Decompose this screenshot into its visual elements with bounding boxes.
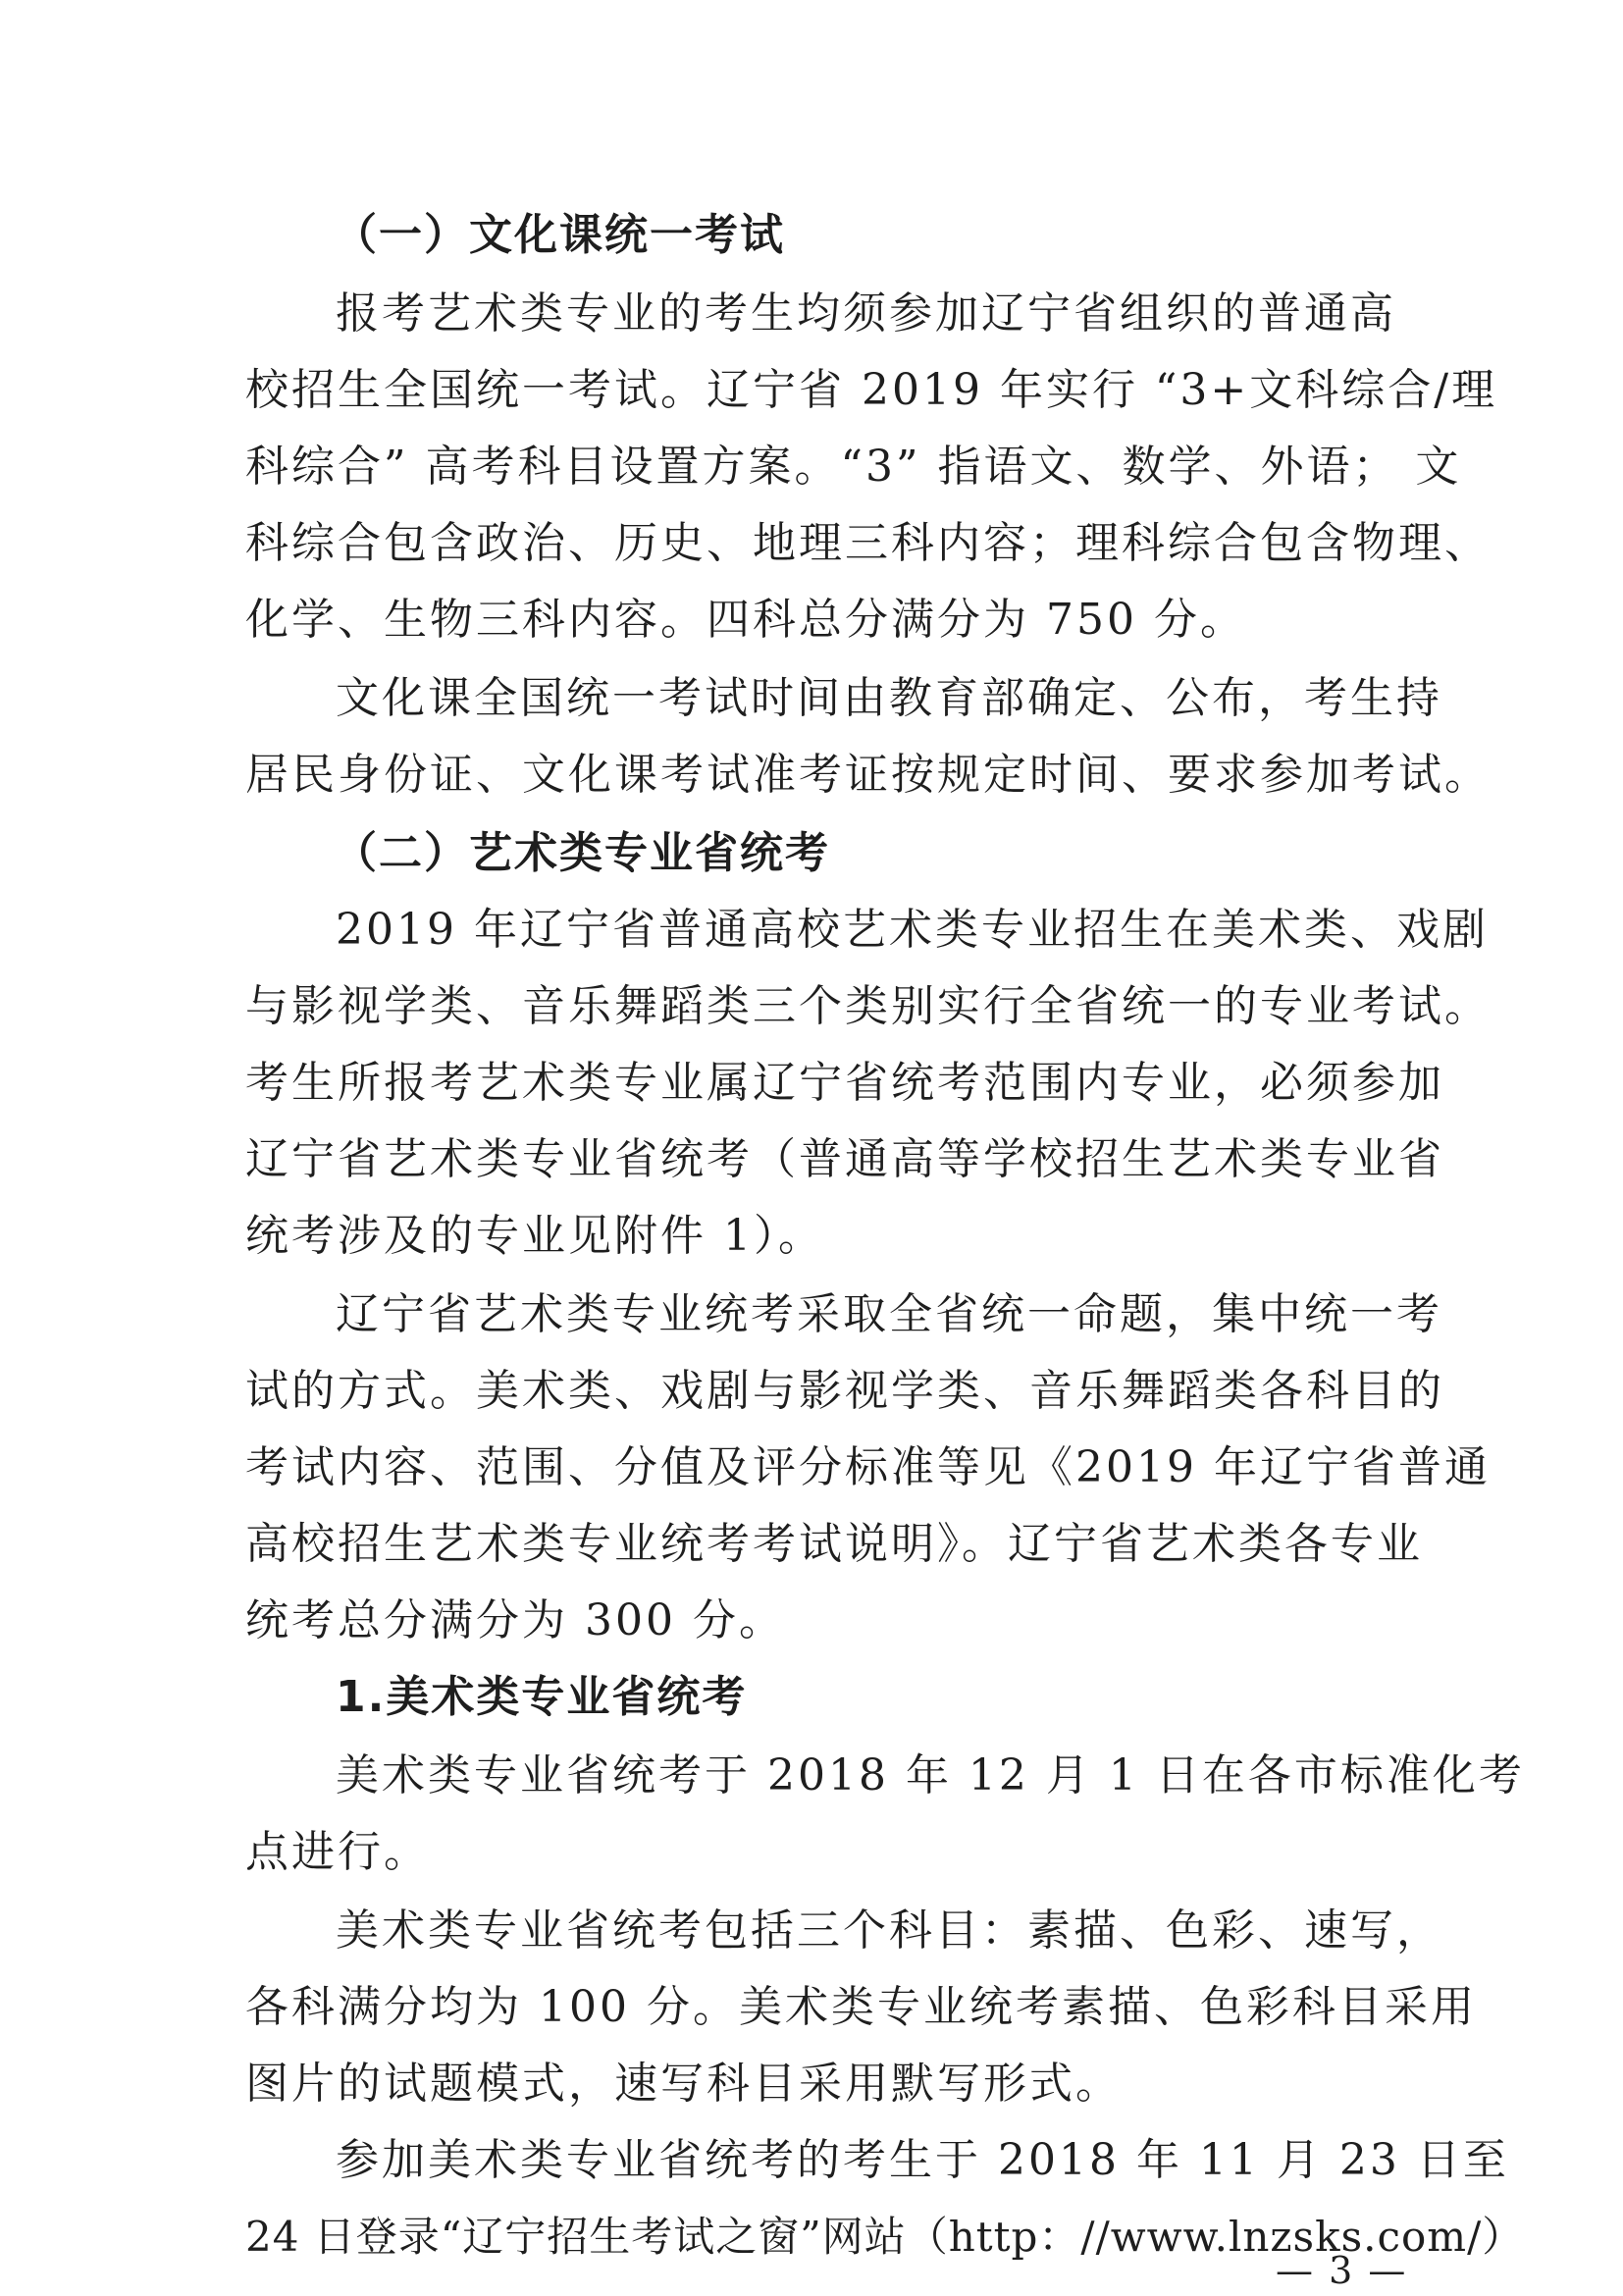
- section2-para2-line4: 高校招生艺术类专业统考考试说明》。辽宁省艺术类各专业: [245, 1519, 1423, 1569]
- section2-para1-line5: 统考涉及的专业见附件 1）。: [245, 1211, 824, 1261]
- subsection1-para2-line2: 各科满分均为 100 分。美术类专业统考素描、色彩科目采用: [245, 1982, 1477, 2032]
- section1-para1-line5: 化学、生物三科内容。四科总分满分为 750 分。: [245, 595, 1246, 645]
- section2-para1-line1: 2019 年辽宁省普通高校艺术类专业招生在美术类、戏剧: [336, 905, 1489, 955]
- subsection1-para1-line1: 美术类专业省统考于 2018 年 12 月 1 日在各市标准化考: [336, 1750, 1525, 1800]
- section1-para1-line4: 科综合包含政治、历史、地理三科内容；理科综合包含物理、: [245, 518, 1491, 568]
- section2-para1-line4: 辽宁省艺术类专业省统考（普通高等学校招生艺术类专业省: [245, 1134, 1444, 1184]
- subsection1-para3-line1: 参加美术类专业省统考的考生于 2018 年 11 月 23 日至: [336, 2135, 1509, 2185]
- section2-heading: （二）艺术类专业省统考: [334, 828, 830, 878]
- subsection1-para2-line1: 美术类专业省统考包括三个科目：素描、色彩、速写，: [336, 1905, 1442, 1956]
- section2-para2-line3: 考试内容、范围、分值及评分标准等见《2019 年辽宁省普通: [245, 1442, 1491, 1492]
- subsection1-para3-line2: 24 日登录“辽宁招生考试之窗”网站（http：//www.lnzsks.com/）: [245, 2213, 1525, 2261]
- section2-para2-line5: 统考总分满分为 300 分。: [245, 1595, 785, 1645]
- page-number: — 3 —: [1276, 2249, 1408, 2292]
- section1-para2-line1: 文化课全国统一考试时间由教育部确定、公布，考生持: [336, 673, 1442, 723]
- subsection1-heading: 1.美术类专业省统考: [336, 1672, 748, 1722]
- section2-para2-line2: 试的方式。美术类、戏剧与影视学类、音乐舞蹈类各科目的: [245, 1366, 1444, 1416]
- section2-para2-line1: 辽宁省艺术类专业统考采取全省统一命题，集中统一考: [336, 1289, 1442, 1339]
- subsection1-para2-line3: 图片的试题模式，速写科目采用默写形式。: [245, 2059, 1122, 2109]
- section1-para1-line1: 报考艺术类专业的考生均须参加辽宁省组织的普通高: [336, 288, 1396, 339]
- section1-para1-line2: 校招生全国统一考试。辽宁省 2019 年实行 “3+文科综合/理: [245, 365, 1498, 415]
- section1-para1-line3: 科综合” 高考科目设置方案。“3” 指语文、数学、外语； 文: [245, 442, 1462, 492]
- section2-para1-line3: 考生所报考艺术类专业属辽宁省统考范围内专业，必须参加: [245, 1058, 1444, 1108]
- subsection1-para1-line2: 点进行。: [245, 1827, 430, 1877]
- section1-heading: （一）文化课统一考试: [334, 210, 785, 260]
- section2-para1-line2: 与影视学类、音乐舞蹈类三个类别实行全省统一的专业考试。: [245, 981, 1491, 1031]
- section1-para2-line2: 居民身份证、文化课考试准考证按规定时间、要求参加考试。: [245, 750, 1491, 800]
